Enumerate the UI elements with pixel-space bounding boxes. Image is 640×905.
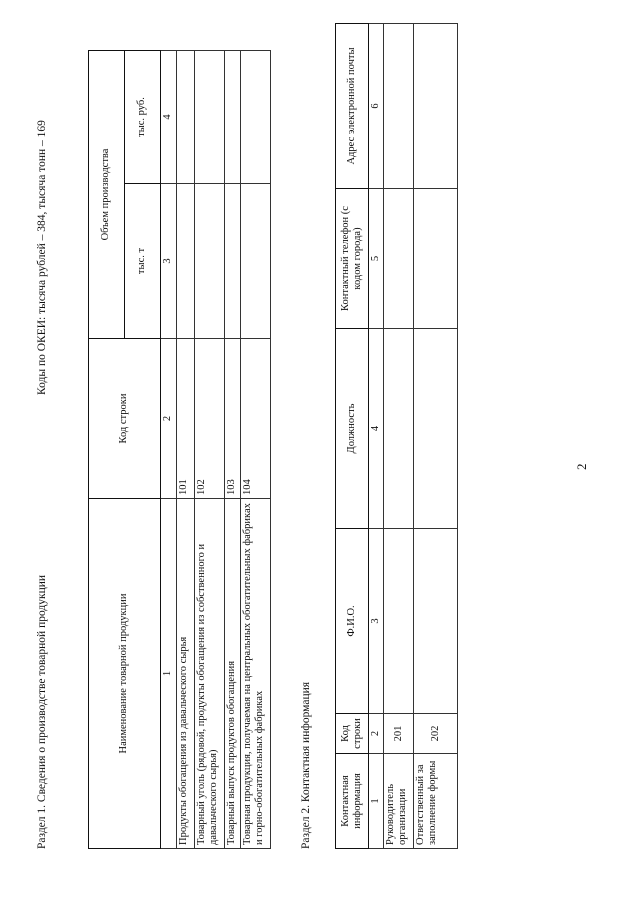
row-name: Продукты обогащения из давальческого сырья — [177, 499, 195, 849]
row-name: Товарная продукция, получаемая на центральных обогатительных фабриках и горно-обогатительных фабриках — [241, 499, 271, 849]
header-code: Код строки — [336, 714, 369, 754]
cell-phone[interactable] — [414, 189, 458, 329]
cell-thousand-rub[interactable] — [225, 51, 241, 184]
header-thousand-t: тыс. т — [125, 184, 161, 339]
row-code: 104 — [241, 339, 271, 499]
section1-title: Раздел 1. Сведения о производстве товарной продукции — [36, 574, 48, 849]
production-table — [88, 50, 271, 849]
section2-title: Раздел 2. Контактная информация — [300, 681, 312, 849]
col-number: 2 — [369, 714, 384, 754]
col-number: 6 — [369, 24, 384, 189]
cell-email[interactable] — [384, 24, 414, 189]
table-row — [241, 51, 271, 849]
cell-position[interactable] — [414, 329, 458, 529]
header-position: Должность — [336, 329, 369, 529]
row-name: Товарный уголь (рядовой, продукты обогащения из собственного и давальческого сырья) — [195, 499, 225, 849]
header-name: Наименование товарной продукции — [89, 499, 161, 849]
table-row — [195, 51, 225, 849]
cell-thousand-t[interactable] — [241, 184, 271, 339]
contact-table — [335, 23, 458, 849]
row-code: 201 — [384, 714, 414, 754]
row-code: 202 — [414, 714, 458, 754]
header-thousand-rub: тыс. руб. — [125, 51, 161, 184]
row-name: Ответственный за заполнение формы — [414, 754, 458, 849]
col-number: 3 — [369, 529, 384, 714]
cell-fio[interactable] — [414, 529, 458, 714]
cell-position[interactable] — [384, 329, 414, 529]
row-code: 101 — [177, 339, 195, 499]
row-code: 102 — [195, 339, 225, 499]
cell-fio[interactable] — [384, 529, 414, 714]
header-email: Адрес электронной почты — [336, 24, 369, 189]
row-name: Руководитель организации — [384, 754, 414, 849]
col-number: 1 — [369, 754, 384, 849]
header-code: Код строки — [89, 339, 161, 499]
cell-thousand-t[interactable] — [225, 184, 241, 339]
page-number: 2 — [574, 463, 589, 470]
col-number: 5 — [369, 189, 384, 329]
header-fio: Ф.И.О. — [336, 529, 369, 714]
row-code: 103 — [225, 339, 241, 499]
table-row — [414, 24, 458, 849]
table-row — [225, 51, 241, 849]
col-number: 1 — [161, 499, 177, 849]
cell-thousand-rub[interactable] — [241, 51, 271, 184]
col-number: 3 — [161, 184, 177, 339]
cell-thousand-t[interactable] — [195, 184, 225, 339]
cell-thousand-rub[interactable] — [177, 51, 195, 184]
row-name: Товарный выпуск продуктов обогащения — [225, 499, 241, 849]
header-contact: Контактная информация — [336, 754, 369, 849]
cell-email[interactable] — [414, 24, 458, 189]
table-row — [177, 51, 195, 849]
col-number: 2 — [161, 339, 177, 499]
cell-phone[interactable] — [384, 189, 414, 329]
okei-codes-note: Коды по ОКЕИ: тысяча рублей – 384, тысяча тонн – 169 — [36, 120, 48, 395]
cell-thousand-rub[interactable] — [195, 51, 225, 184]
col-number: 4 — [369, 329, 384, 529]
cell-thousand-t[interactable] — [177, 184, 195, 339]
col-number: 4 — [161, 51, 177, 184]
header-phone: Контактный телефон (с кодом города) — [336, 189, 369, 329]
header-volume: Объем производства — [89, 51, 125, 339]
table-row — [384, 24, 414, 849]
